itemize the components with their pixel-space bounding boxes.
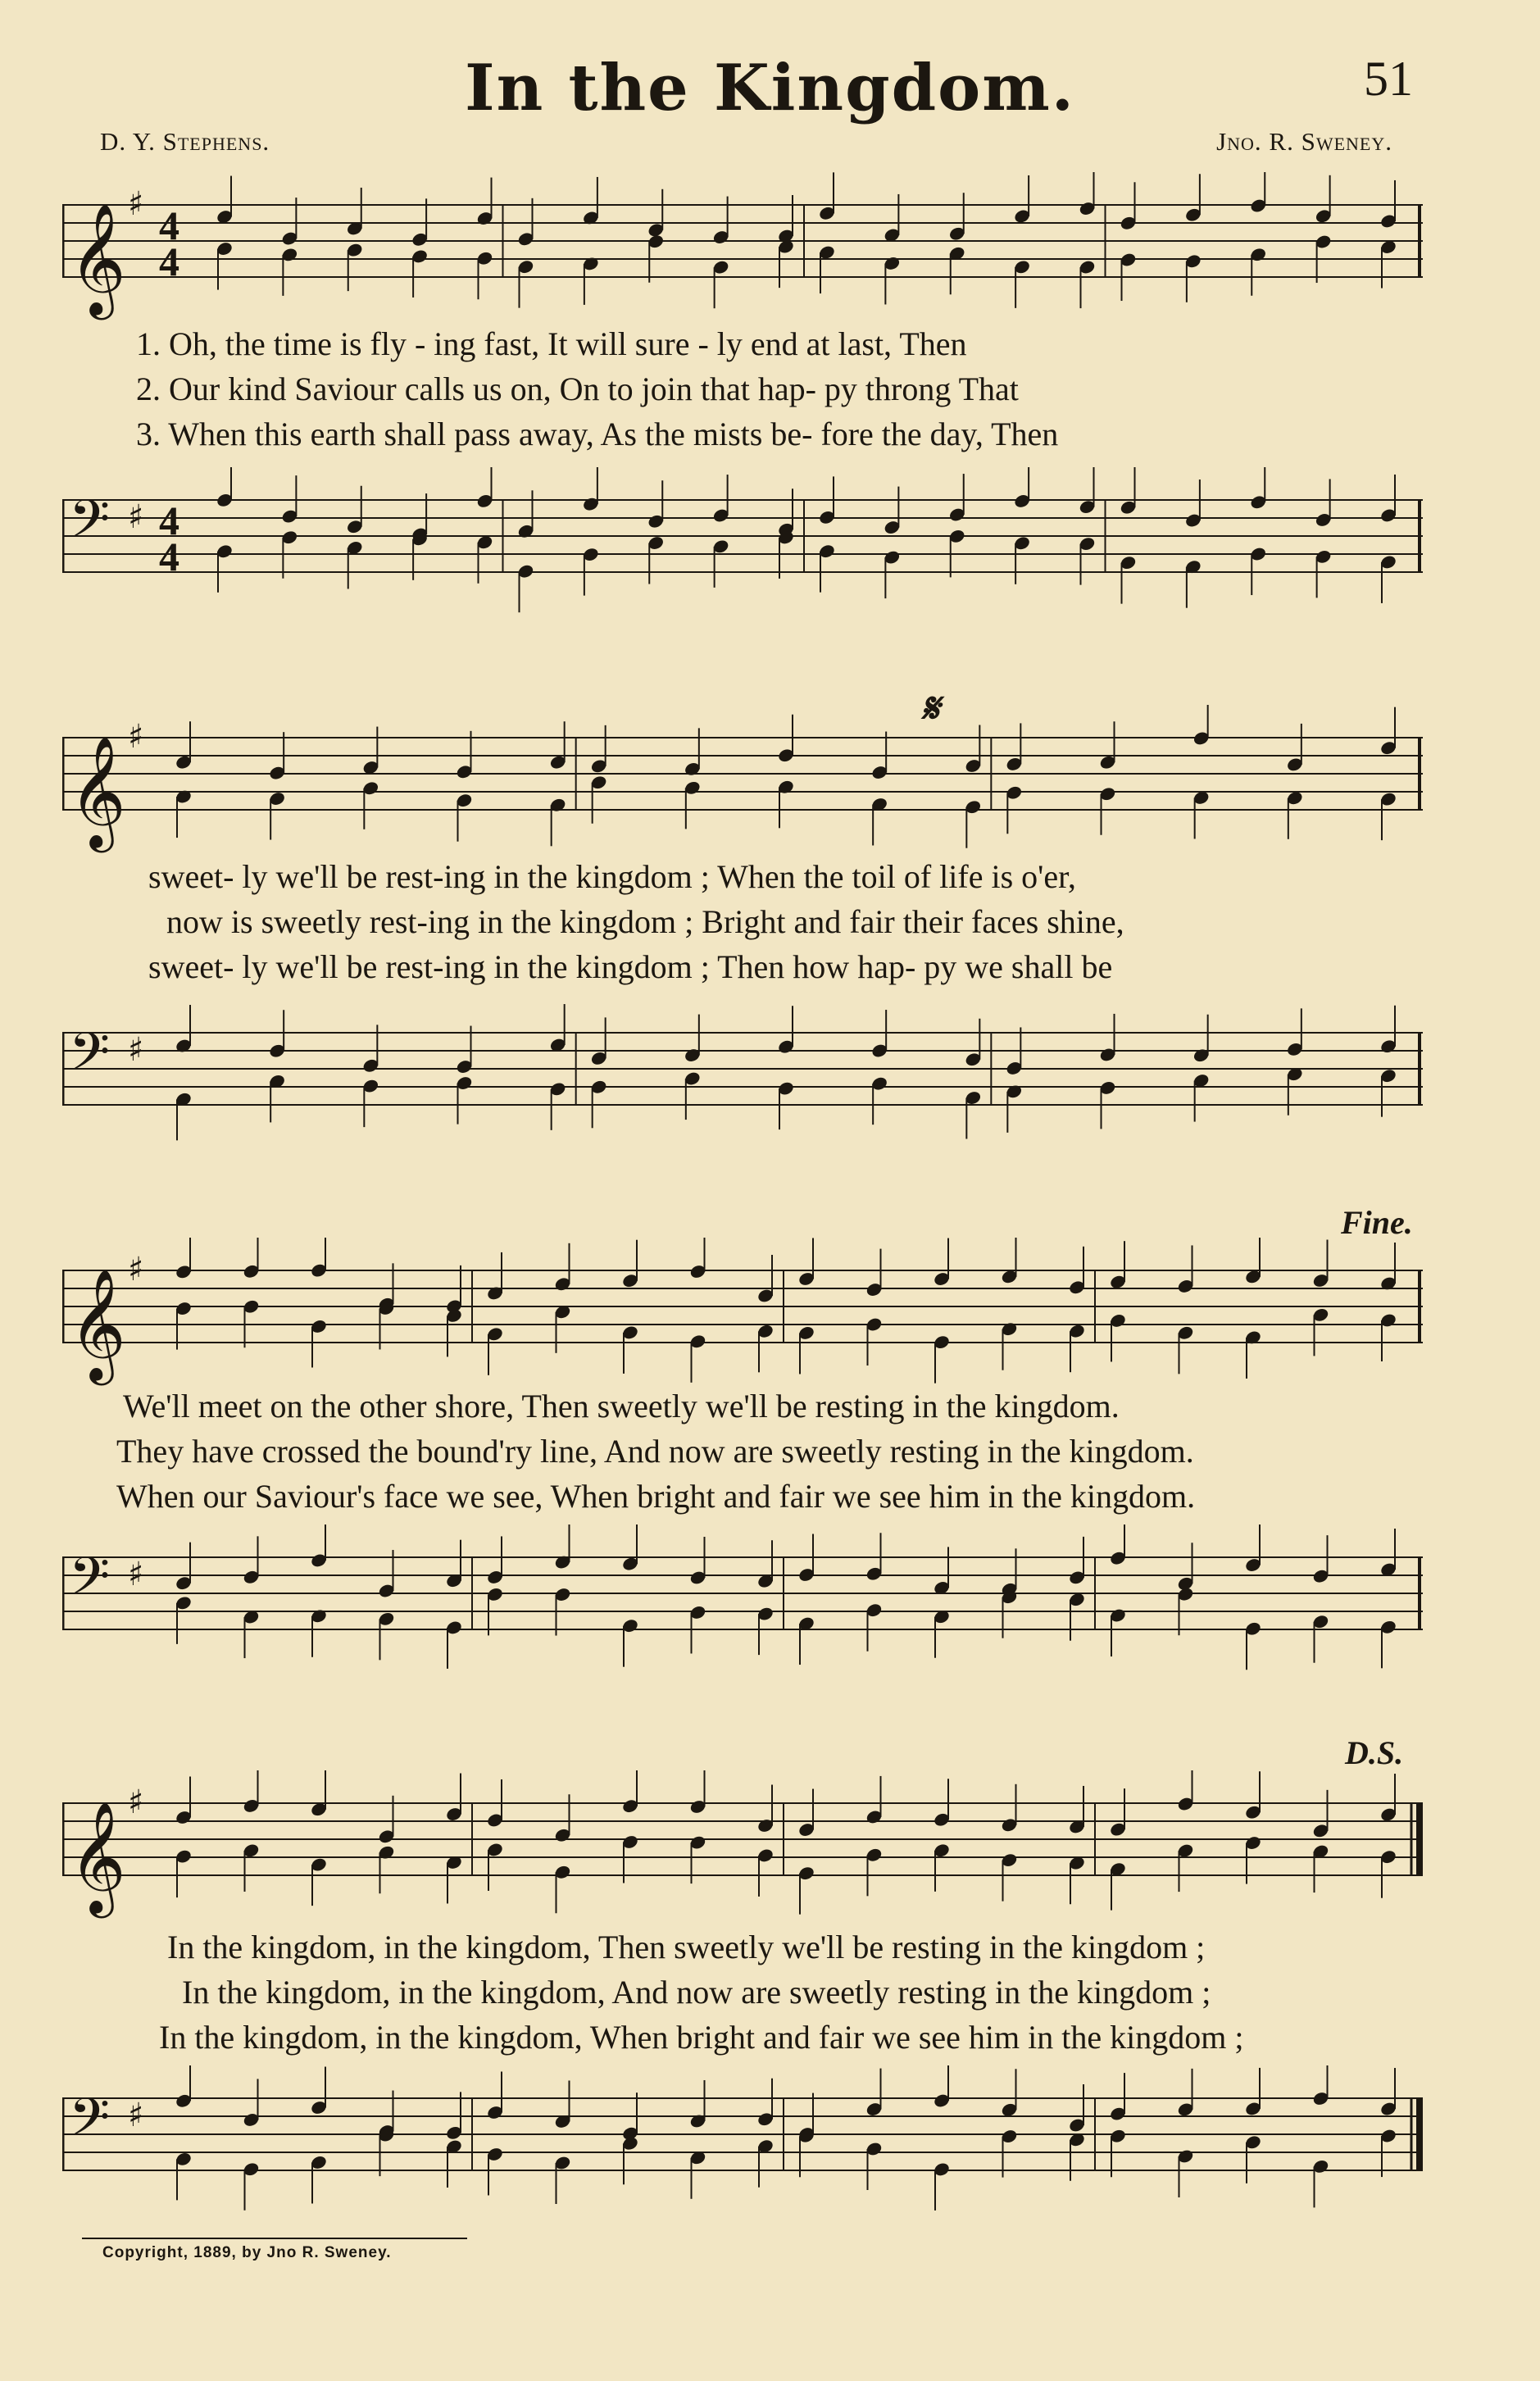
- treble-staff-3: [62, 1238, 1423, 1402]
- music-system-2: [62, 685, 1423, 1156]
- sharp-icon: ♯: [128, 1031, 144, 1069]
- lyric-line: In the kingdom, in the kingdom, When bright and fair we see him in the kingdom ;: [159, 2019, 1244, 2056]
- treble-clef-icon: 𝄞: [69, 1267, 126, 1380]
- bass-staff-2: [62, 1000, 1423, 1164]
- music-system-3: [62, 1204, 1423, 1672]
- lyricist-credit: D. Y. Stephens.: [100, 127, 270, 156]
- music-system-1: [62, 164, 1423, 623]
- sharp-icon: ♯: [128, 1556, 144, 1593]
- bass-clef-icon: 𝄢: [69, 489, 111, 563]
- bass-clef-icon: 𝄢: [69, 1547, 111, 1620]
- time-signature-icon: 4: [159, 239, 179, 284]
- bass-staff-3: [62, 1524, 1423, 1688]
- lyric-line: We'll meet on the other shore, Then sweetly we'll be resting in the kingdom.: [123, 1388, 1120, 1425]
- verse-lyrics-4: [159, 1924, 1479, 2060]
- sharp-icon: ♯: [128, 498, 144, 536]
- treble-clef-icon: 𝄞: [69, 202, 126, 315]
- copyright-rule: [82, 2238, 467, 2239]
- treble-clef-icon: 𝄞: [69, 734, 126, 847]
- time-signature-icon: 4: [159, 202, 179, 248]
- lyric-line: When our Saviour's face we see, When bright and fair we see him in the kingdom.: [116, 1478, 1196, 1515]
- treble-staff-1: [62, 172, 1423, 336]
- bass-staff-1: [62, 467, 1423, 631]
- sharp-icon: ♯: [128, 718, 144, 756]
- ds-mark: D.S.: [1345, 1734, 1404, 1771]
- page-title: In the Kingdom.: [465, 51, 1075, 125]
- treble-staff-4: [62, 1770, 1423, 1934]
- lyric-line: In the kingdom, in the kingdom, And now are sweetly resting in the kingdom ;: [182, 1974, 1211, 2011]
- bass-clef-icon: 𝄢: [69, 2088, 111, 2161]
- bass-clef-icon: 𝄢: [69, 1022, 111, 1096]
- verse-lyrics-1: [136, 321, 1447, 457]
- lyric-line: They have crossed the bound'ry line, And now are sweetly resting in the kingdom.: [116, 1433, 1194, 1470]
- lyric-line: sweet- ly we'll be rest-ing in the kingdom ; When the toil of life is o'er,: [148, 858, 1076, 895]
- lyric-line: 3. When this earth shall pass away, As the mists be- fore the day, Then: [136, 416, 1059, 452]
- composer-credit: Jno. R. Sweney.: [1216, 127, 1392, 156]
- lyric-line: 1. Oh, the time is fly - ing fast, It will sure - ly end at last, Then: [136, 325, 967, 362]
- sharp-icon: ♯: [128, 185, 144, 223]
- time-signature-icon: 4: [159, 498, 179, 543]
- sharp-icon: ♯: [128, 1783, 144, 1821]
- treble-clef-icon: 𝄞: [69, 1800, 126, 1913]
- treble-staff-2: [62, 705, 1423, 869]
- lyric-line: sweet- ly we'll be rest-ing in the kingdom ; Then how hap- py we shall be: [148, 948, 1113, 985]
- lyric-line: now is sweetly rest-ing in the kingdom ; Bright and fair their faces shine,: [166, 903, 1124, 940]
- fine-mark: Fine.: [1341, 1204, 1413, 1241]
- lyric-line: 2. Our kind Saviour calls us on, On to join that hap- py throng That: [136, 370, 1019, 407]
- bass-staff-4: [62, 2065, 1423, 2229]
- verse-lyrics-3: [116, 1384, 1428, 1519]
- segno-mark: 𝄋: [921, 685, 939, 731]
- time-signature-icon: 4: [159, 534, 179, 579]
- sharp-icon: ♯: [128, 2097, 144, 2134]
- lyric-line: In the kingdom, in the kingdom, Then sweetly we'll be resting in the kingdom ;: [167, 1929, 1206, 1965]
- music-system-4: [62, 1734, 1423, 2197]
- sharp-icon: ♯: [128, 1251, 144, 1288]
- copyright-notice: Copyright, 1889, by Jno R. Sweney.: [102, 2244, 392, 2261]
- verse-lyrics-2: [148, 854, 1460, 989]
- page-number: 51: [1364, 52, 1413, 106]
